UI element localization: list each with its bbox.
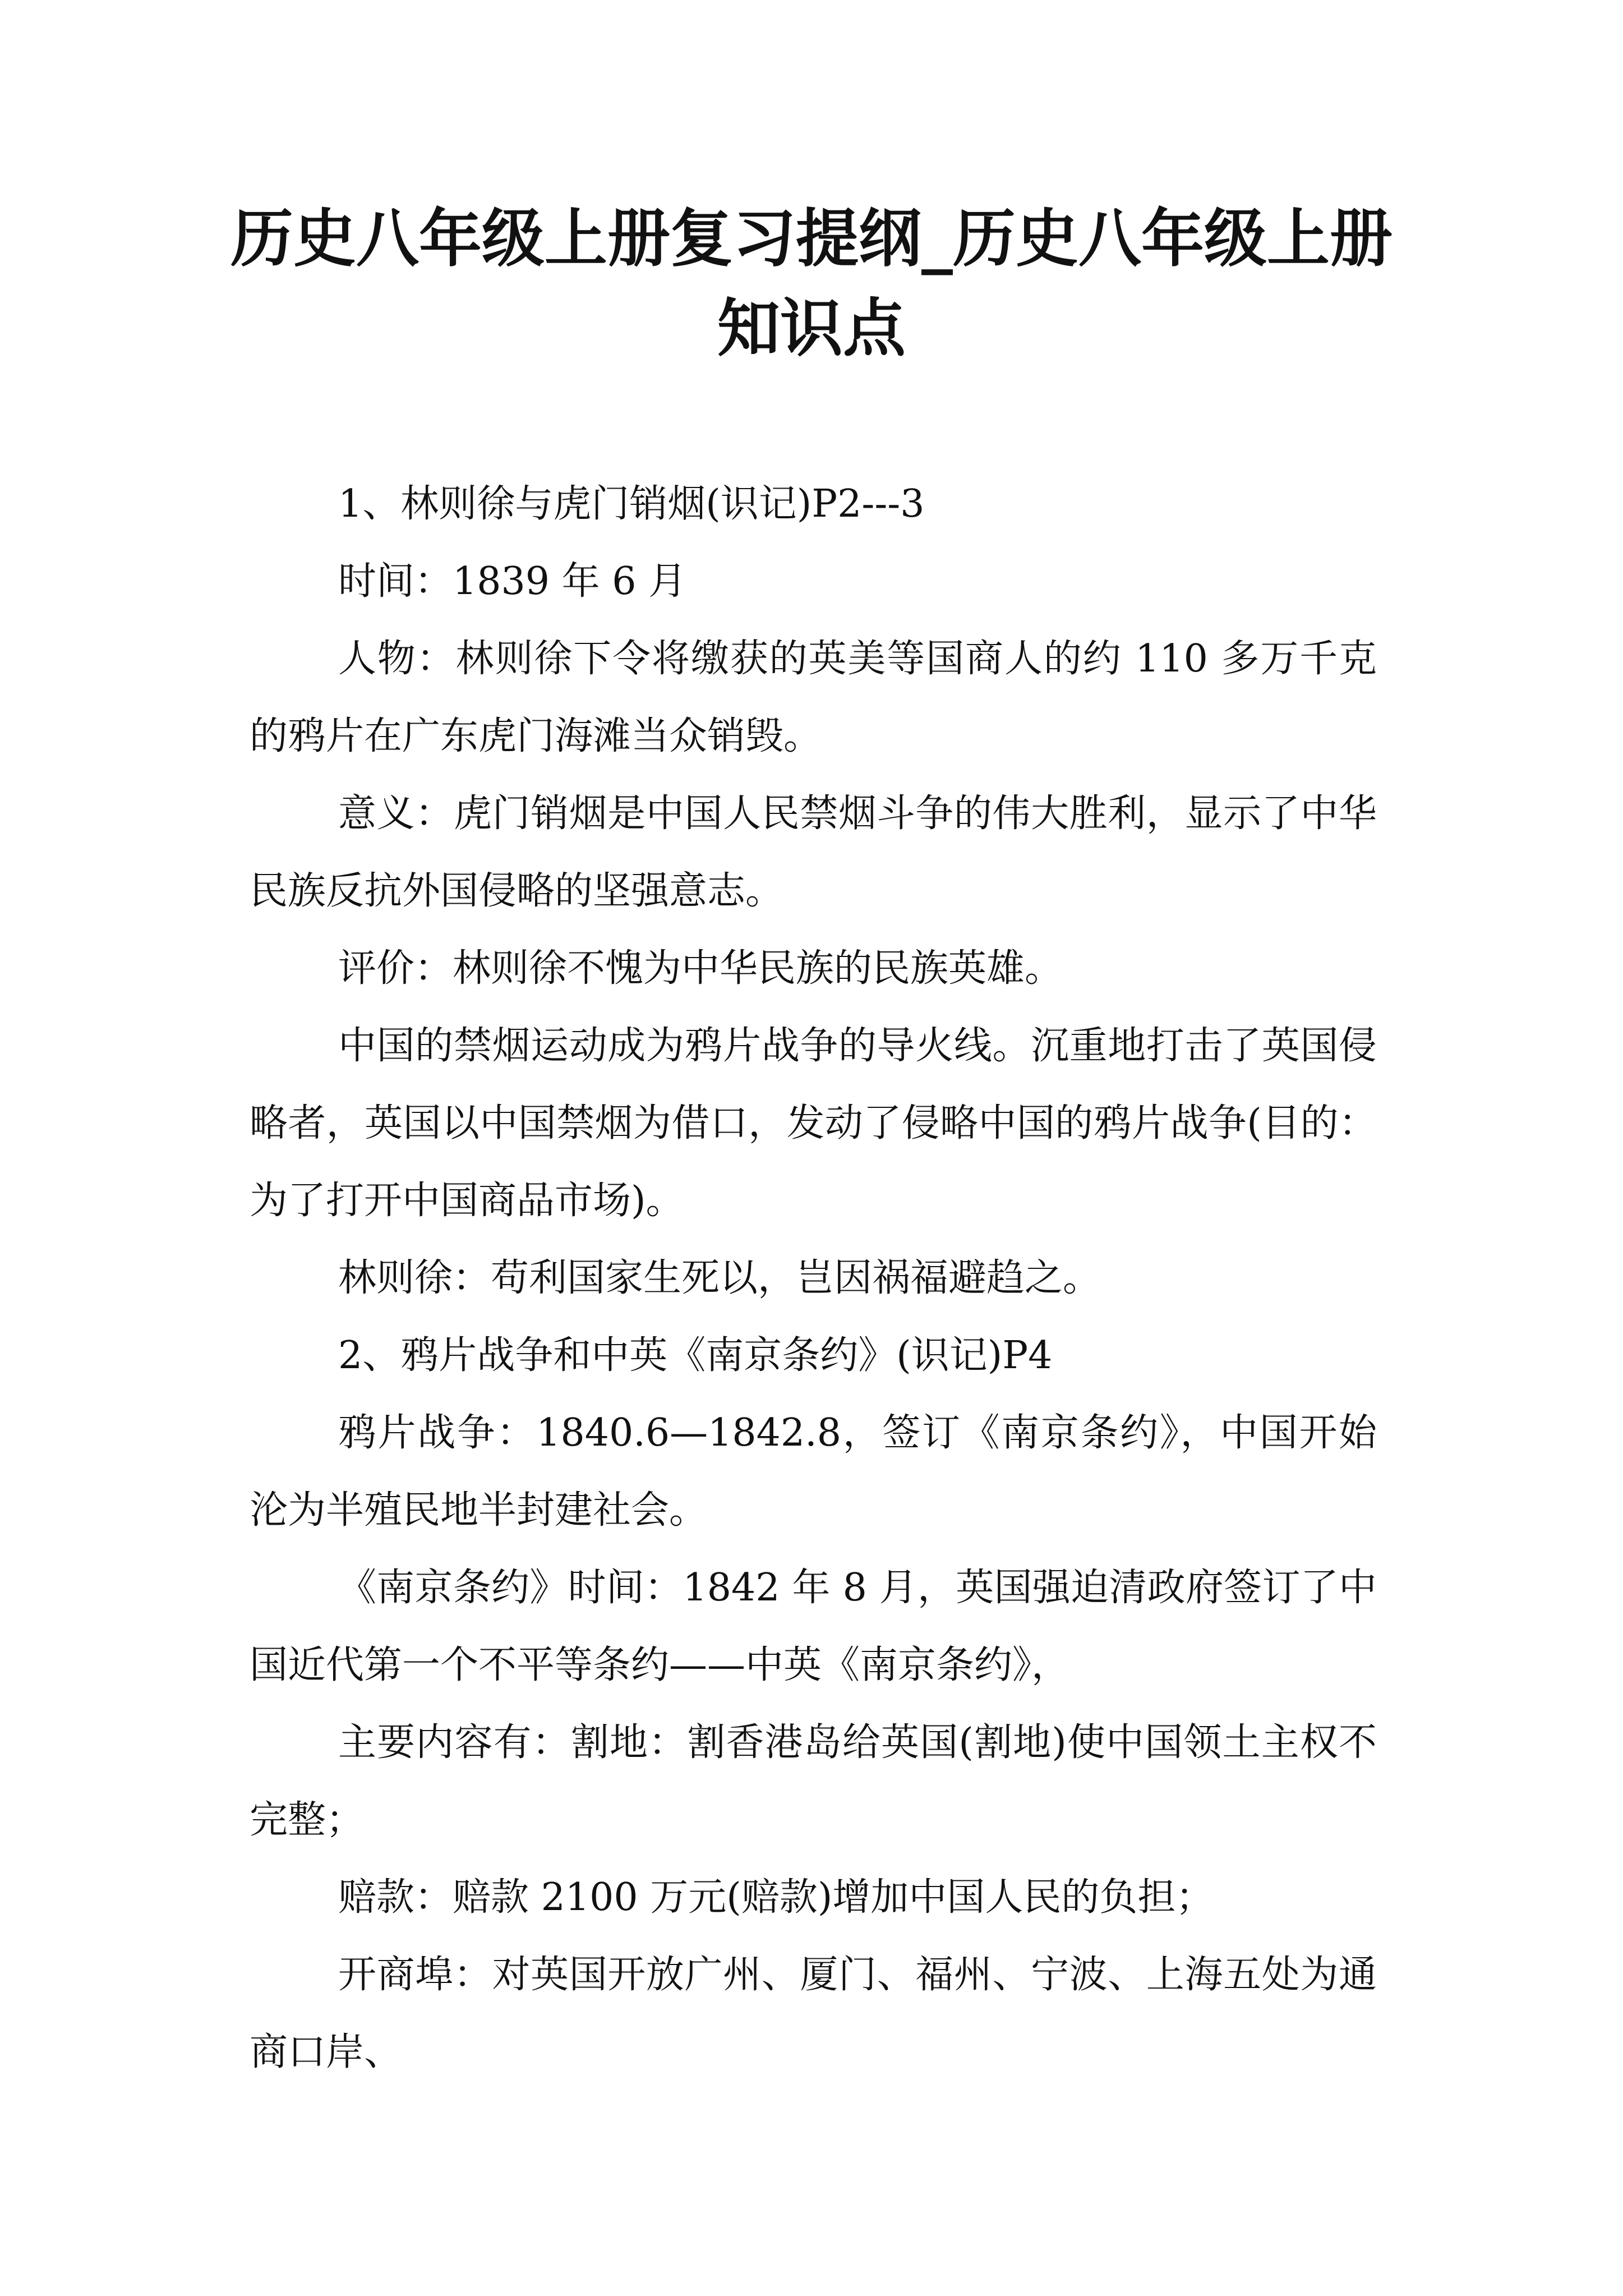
document-body — [250, 466, 1377, 2091]
paragraph-opium-ban: 中国的禁烟运动成为鸦片战争的导火线。沉重地打击了英国侵略者，英国以中国禁烟为借口，发动了侵略中国的鸦片战争(目的：为了打开中国商品市场)。 — [250, 1024, 1377, 1223]
paragraph-indemnity: 赔款：赔款 2100 万元(赔款)增加中国人民的负担； — [338, 1875, 1214, 1920]
paragraph-significance: 意义：虎门销烟是中国人民禁烟斗争的伟大胜利，显示了中华民族反抗外国侵略的坚强意志。 — [250, 792, 1377, 913]
paragraph-opium-war: 鸦片战争：1840.6—1842.8，签订《南京条约》，中国开始沦为半殖民地半封建社会。 — [250, 1411, 1377, 1533]
paragraph-nanjing-treaty: 《南京条约》时间：1842 年 8 月，英国强迫清政府签订了中国近代第一个不平等条约——中英《南京条约》， — [250, 1566, 1377, 1687]
paragraph-section-1-heading: 1、林则徐与虎门销烟(识记)P2---3 — [338, 482, 925, 526]
paragraph-evaluation: 评价：林则徐不愧为中华民族的民族英雄。 — [338, 946, 1063, 991]
paragraph-lin-quote: 林则徐：苟利国家生死以，岂因祸福避趋之。 — [338, 1256, 1101, 1300]
paragraph-time: 时间：1839 年 6 月 — [338, 559, 687, 604]
document-title-line-2: 知识点 — [717, 292, 906, 365]
paragraph-person: 人物：林则徐下令将缴获的英美等国商人的约 110 多万千克的鸦片在广东虎门海滩当众销毁。 — [250, 637, 1377, 758]
paragraph-section-2-heading: 2、鸦片战争和中英《南京条约》(识记)P4 — [338, 1333, 1053, 1378]
document-title-line-1: 历史八年级上册复习提纲_历史八年级上册 — [230, 202, 1393, 275]
paragraph-trade-ports: 开商埠：对英国开放广州、厦门、福州、宁波、上海五处为通商口岸、 — [250, 1953, 1377, 2074]
paragraph-main-content: 主要内容有：割地：割香港岛给英国(割地)使中国领土主权不完整； — [250, 1720, 1377, 1842]
